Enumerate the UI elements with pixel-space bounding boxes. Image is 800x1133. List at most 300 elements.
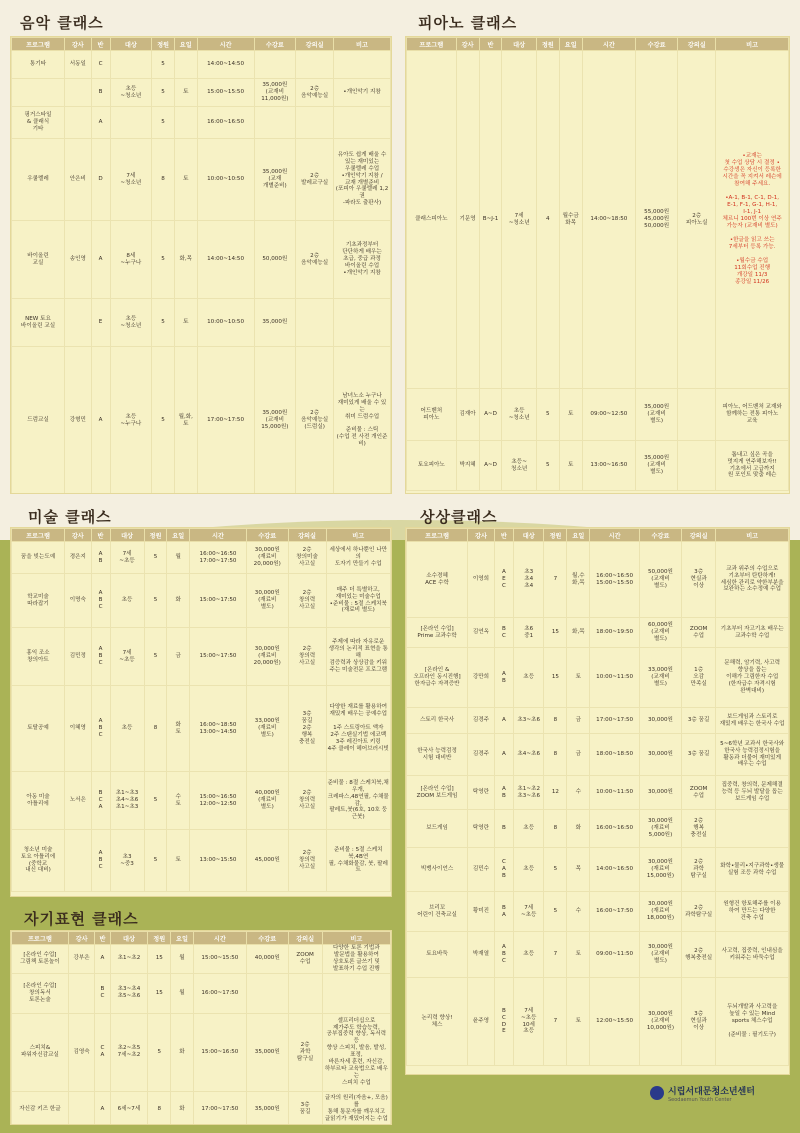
- table-row: [12, 686, 391, 772]
- table-row: [407, 978, 789, 1066]
- table-cell: 토: [559, 441, 582, 491]
- table-cell: 5: [152, 107, 175, 139]
- expr-title: 자기표현 클래스: [24, 910, 139, 928]
- table-cell: 사고력, 집중력, 인내심을 키워주는 바둑수업: [716, 932, 789, 978]
- table-cell: 2층 피아노실: [678, 51, 716, 389]
- table-cell: 45,000원: [246, 830, 288, 892]
- table-cell: 7세 ~청소년: [110, 139, 152, 221]
- table-cell: 35,000원 (교재비 11,000원): [254, 79, 296, 107]
- table-cell: 10:00~10:50: [197, 139, 254, 221]
- table-cell: •교재는 첫 수업 상담 시 결정 • 수강생은 자신이 등록한 시간을 꼭 지켜서 레슨에 참여해 주세요. •A-1, B-1, C-1, D-1, E-1, F-1, G-1, H-1, I-1, J-1 체르니 100번 이상 연주 가능자 (교재비 별도) •한글을 읽고 쓰는 7세부터 등록 가능. •월수금 수업 11회수업 진행 개강일 11/3 종강일 11/26: [716, 51, 789, 389]
- table-cell: [334, 51, 391, 79]
- table-cell: A B C: [494, 932, 513, 978]
- table-row: [12, 299, 391, 347]
- table-cell: 35,000원: [246, 1013, 288, 1091]
- table-cell: 드럼교실: [12, 347, 65, 495]
- table-cell: 18:00~19:50: [590, 618, 640, 648]
- table-cell: ZOOM 수업: [681, 776, 715, 810]
- table-cell: A: [91, 107, 110, 139]
- table-cell: 5: [544, 892, 567, 932]
- art-header-2: 반: [91, 529, 110, 542]
- table-cell: E: [91, 299, 110, 347]
- table-cell: 5: [144, 542, 167, 574]
- table-cell: 33,000원 (재료비 별도): [246, 686, 288, 772]
- table-cell: [65, 107, 92, 139]
- piano-header-8: 강의실: [678, 38, 716, 51]
- table-cell: 13:00~15:50: [190, 830, 247, 892]
- table-cell: 15: [148, 945, 171, 974]
- table-cell: 40,000원: [246, 945, 288, 974]
- table-row: [407, 618, 789, 648]
- table-cell: 15:00~17:50: [190, 628, 247, 686]
- table-cell: 남녀노소 누구나 재미있게 배울 수 있는 취미 드럼수업 준비물 : 스틱 (수업 전 사전 개인준비): [334, 347, 391, 495]
- table-cell: 30,000원: [639, 776, 681, 810]
- table-cell: 초3~초4 초5~초6: [110, 973, 148, 1013]
- table-cell: 초3~초6: [513, 708, 544, 734]
- imag-header-row: [407, 529, 789, 542]
- table-cell: A B C: [91, 628, 110, 686]
- table-cell: 15: [544, 618, 567, 648]
- imag-header-8: 강의실: [681, 529, 715, 542]
- table-cell: 7: [544, 978, 567, 1066]
- table-cell: 2층 과학탐구실: [681, 892, 715, 932]
- piano-header-7: 수강료: [636, 38, 678, 51]
- table-cell: 월수금 화목: [559, 51, 582, 389]
- expr-header-3: 대상: [110, 932, 148, 945]
- piano-header-1: 강사: [456, 38, 479, 51]
- table-cell: 30,000원 (재료비 5,000원): [639, 810, 681, 848]
- table-cell: 원형건 항토해주를 이용 하여 만드는 다양한 건축 수업: [716, 892, 789, 932]
- table-cell: 초1~초3 초4~초6 초1~초3: [110, 772, 144, 830]
- table-cell: [온라인 수업] Prime 교과수학: [407, 618, 468, 648]
- music-header-3: 대상: [110, 38, 152, 51]
- table-cell: [65, 79, 92, 107]
- table-cell: 월: [171, 945, 194, 974]
- table-cell: 교과 위주의 수업으로 기초부터 탄탄하게! 세심한 관리로 약한부분을 보완하는 소수정예 수업: [716, 542, 789, 618]
- table-cell: 30,000원 (재료비 15,000원): [639, 848, 681, 892]
- table-cell: 33,000원 (교재비 별도): [639, 648, 681, 708]
- table-cell: 꿈을 빚는도예: [12, 542, 65, 574]
- table-row: [12, 973, 391, 1013]
- table-cell: [12, 79, 65, 107]
- table-cell: 어드벤처 피아노: [407, 389, 457, 441]
- art-header-6: 시간: [190, 529, 247, 542]
- table-cell: 초3 초4 초4: [513, 542, 544, 618]
- table-cell: 14:00~16:50: [590, 848, 640, 892]
- table-cell: [254, 51, 296, 79]
- table-cell: 김민정: [65, 628, 92, 686]
- table-cell: 5: [144, 628, 167, 686]
- table-cell: 30,000원: [639, 708, 681, 734]
- table-cell: 8: [144, 686, 167, 772]
- table-row: [407, 848, 789, 892]
- table-cell: 40,000원 (재료비 별도): [246, 772, 288, 830]
- music-header-4: 정원: [152, 38, 175, 51]
- table-cell: 5: [148, 1013, 171, 1091]
- table-cell: 14:00~18:50: [582, 51, 635, 389]
- table-cell: [246, 973, 288, 1013]
- music-header-5: 요일: [174, 38, 197, 51]
- table-cell: 핑거스타일 & 클래식 기타: [12, 107, 65, 139]
- table-cell: 초등~ 청소년: [502, 441, 536, 491]
- table-cell: B C: [95, 973, 110, 1013]
- table-cell: [678, 389, 716, 441]
- table-cell: 7세 ~초등: [110, 628, 144, 686]
- table-cell: 세상에서 하나뿐인 나만의 도자기 만들기 수업: [326, 542, 391, 574]
- table-cell: A~D: [479, 441, 502, 491]
- imag-header-7: 수강료: [639, 529, 681, 542]
- table-cell: 브리꼬 어린이 건축교실: [407, 892, 468, 932]
- table-cell: [65, 830, 92, 892]
- piano-header-5: 요일: [559, 38, 582, 51]
- table-cell: 화: [171, 1091, 194, 1125]
- expr-header-9: 비고: [322, 932, 390, 945]
- table-cell: 준비물 : 5절 스케치북,4B연 필, 수채화물감, 붓, 팔레트: [326, 830, 391, 892]
- expr-header-0: 프로그램: [12, 932, 69, 945]
- table-cell: 바이올린 교실: [12, 221, 65, 299]
- table-cell: A: [91, 347, 110, 495]
- piano-table: [406, 37, 789, 491]
- table-cell: [온라인 수업] 창의독서 토론논술: [12, 973, 69, 1013]
- table-cell: 경은지: [65, 542, 92, 574]
- table-cell: 30,000원 (재료비 별도): [246, 574, 288, 628]
- table-cell: 초등: [513, 810, 544, 848]
- table-cell: 토: [559, 389, 582, 441]
- table-cell: C A B: [494, 848, 513, 892]
- table-cell: 30,000원 (재료비 20,000원): [246, 542, 288, 574]
- art-header-8: 강의실: [288, 529, 326, 542]
- art-header-7: 수강료: [246, 529, 288, 542]
- table-cell: 30,000원 (재료비 18,000원): [639, 892, 681, 932]
- table-cell: 한국사 능력검정 시험 대비반: [407, 734, 468, 776]
- table-cell: 5: [144, 574, 167, 628]
- table-cell: 토: [567, 648, 590, 708]
- table-cell: 55,000원 45,000원 50,000원: [636, 51, 678, 389]
- table-cell: 빅뱅사이언스: [407, 848, 468, 892]
- table-cell: 초등: [513, 932, 544, 978]
- table-cell: [296, 51, 334, 79]
- table-cell: 2층 창의력 사고실: [288, 628, 326, 686]
- table-cell: 2층 행복충전실: [681, 932, 715, 978]
- table-cell: 2층 음악예능실: [296, 79, 334, 107]
- table-cell: 13:00~16:50: [582, 441, 635, 491]
- table-cell: 초등 ~청소년: [110, 79, 152, 107]
- table-cell: 5: [152, 347, 175, 495]
- table-row: [407, 389, 789, 441]
- music-header-6: 시간: [197, 38, 254, 51]
- table-cell: 토요피아노: [407, 441, 457, 491]
- table-cell: B A: [494, 892, 513, 932]
- table-row: [12, 628, 391, 686]
- table-cell: 초등: [513, 848, 544, 892]
- table-cell: 18:00~18:50: [590, 734, 640, 776]
- table-row: [12, 542, 391, 574]
- table-cell: 피아노, 어드벤처 교재와 함께하는 전통 피아노 교육: [716, 389, 789, 441]
- table-cell: A B: [494, 648, 513, 708]
- table-row: [407, 734, 789, 776]
- table-cell: 30,000원 (교재비 별도): [639, 932, 681, 978]
- table-cell: 윤주영: [468, 978, 495, 1066]
- table-cell: 기문영: [456, 51, 479, 389]
- table-cell: [296, 299, 334, 347]
- table-cell: 3층 꿈길: [681, 734, 715, 776]
- expr-body: [12, 945, 391, 1126]
- table-cell: 화 토: [167, 686, 190, 772]
- imag-header-2: 반: [494, 529, 513, 542]
- table-cell: 스피치& 파워자신감교실: [12, 1013, 69, 1091]
- art-header-9: 비고: [326, 529, 391, 542]
- table-cell: 16:00~17:50: [590, 892, 640, 932]
- table-cell: B: [494, 810, 513, 848]
- table-cell: 3층 현실과 이상: [681, 542, 715, 618]
- table-cell: NEW 토요 바이올린 교실: [12, 299, 65, 347]
- expr-header-5: 요일: [171, 932, 194, 945]
- table-cell: 15:00~16:50: [193, 1013, 246, 1091]
- art-header-row: [12, 529, 391, 542]
- piano-header-3: 대상: [502, 38, 536, 51]
- table-cell: 4: [536, 51, 559, 389]
- table-cell: 16:00~16:50 15:00~15:50: [590, 542, 640, 618]
- table-cell: A B C: [91, 686, 110, 772]
- table-cell: 17:00~17:50: [197, 347, 254, 495]
- table-row: [407, 441, 789, 491]
- table-cell: 월,수 화,목: [567, 542, 590, 618]
- table-cell: 2층 발레교구실: [296, 139, 334, 221]
- table-cell: 이영희: [468, 542, 495, 618]
- table-cell: 우쿨렐레: [12, 139, 65, 221]
- table-cell: 2층 음악예능실 (드럼실): [296, 347, 334, 495]
- art-body: [12, 542, 391, 892]
- table-cell: [174, 107, 197, 139]
- table-cell: 10:00~11:50: [590, 776, 640, 810]
- table-cell: 수 토: [167, 772, 190, 830]
- table-row: [12, 107, 391, 139]
- table-cell: 12: [544, 776, 567, 810]
- table-cell: 8세 ~누구나: [110, 221, 152, 299]
- center-name: 시립서대문청소년센터: [668, 1087, 755, 1097]
- table-cell: 2층 과학 탐구실: [681, 848, 715, 892]
- table-cell: 서동일: [65, 51, 92, 79]
- table-cell: A: [494, 734, 513, 776]
- table-cell: A: [91, 221, 110, 299]
- table-cell: 금: [567, 708, 590, 734]
- table-cell: 30,000원: [639, 734, 681, 776]
- table-cell: 초1~초2 초3~초6: [513, 776, 544, 810]
- table-cell: 5: [152, 79, 175, 107]
- expr-header-4: 정원: [148, 932, 171, 945]
- table-cell: 화: [171, 1013, 194, 1091]
- table-cell: [68, 1091, 95, 1125]
- table-cell: 김연옥: [468, 618, 495, 648]
- center-subname: Seodaemun Youth Center: [668, 1097, 732, 1103]
- table-cell: 2층 창의미술 사고실: [288, 542, 326, 574]
- table-cell: 2층 음악예능실: [296, 221, 334, 299]
- table-cell: [68, 973, 95, 1013]
- table-cell: 기초과정부터 단단하게 배우는 초급, 중급 과정 바이올린 수업 •개인악기 지참: [334, 221, 391, 299]
- table-cell: 논리력 향상! 체스: [407, 978, 468, 1066]
- imag-header-1: 강사: [468, 529, 495, 542]
- table-cell: 이명숙: [65, 574, 92, 628]
- table-cell: 5: [152, 221, 175, 299]
- table-row: [407, 932, 789, 978]
- table-cell: 60,000원 (교재비 별도): [639, 618, 681, 648]
- art-panel: [10, 527, 392, 897]
- table-cell: 초등: [513, 648, 544, 708]
- table-row: [12, 1091, 391, 1125]
- table-cell: 강부은: [68, 945, 95, 974]
- table-row: [407, 542, 789, 618]
- table-cell: 다양한 재료를 활용하여 재밌게 배우는 공예수업 1주 스트링아트 액자 2주 스탠실기법 에코백 3주 레진아트 키링 4주 클레이 헤어브러시빗: [326, 686, 391, 772]
- table-cell: 토: [567, 978, 590, 1066]
- table-cell: [296, 107, 334, 139]
- table-cell: C: [91, 51, 110, 79]
- table-cell: 7: [544, 932, 567, 978]
- table-cell: 7: [544, 542, 567, 618]
- music-header-9: 비고: [334, 38, 391, 51]
- art-table: [11, 528, 391, 892]
- imag-body: [407, 542, 789, 1066]
- table-cell: 다양한 토론 기법과 발문법을 활용하여 상호토론 글쓰기 및 발표하기 수업 진행: [322, 945, 390, 974]
- table-cell: 50,000원: [254, 221, 296, 299]
- table-cell: 노서은: [65, 772, 92, 830]
- table-cell: A B: [91, 542, 110, 574]
- table-cell: 14:00~14:50: [197, 51, 254, 79]
- table-cell: ZOOM 수업: [681, 618, 715, 648]
- table-cell: 5: [152, 51, 175, 79]
- music-header-7: 수강료: [254, 38, 296, 51]
- table-cell: 1층 오감 만족실: [681, 648, 715, 708]
- table-cell: 토: [567, 932, 590, 978]
- table-cell: 스토리 한국사: [407, 708, 468, 734]
- imag-header-3: 대상: [513, 529, 544, 542]
- piano-title: 피아노 클래스: [418, 14, 518, 32]
- table-cell: 초등: [110, 686, 144, 772]
- expr-header-7: 수강료: [246, 932, 288, 945]
- music-header-0: 프로그램: [12, 38, 65, 51]
- table-cell: 화,목: [567, 618, 590, 648]
- table-cell: 월: [171, 973, 194, 1013]
- table-cell: 기초부터 자고기초 배우는 교과수학 수업: [716, 618, 789, 648]
- imag-header-9: 비고: [716, 529, 789, 542]
- table-cell: 월: [167, 542, 190, 574]
- table-cell: [334, 299, 391, 347]
- table-cell: A: [95, 945, 110, 974]
- table-cell: [322, 973, 390, 1013]
- expr-table: [11, 931, 391, 1125]
- table-cell: 주제에 따라 자유로운 생각의 논리적 표현을 통해 검증력과 상상감을 키워 주는 미술전문 프로그램: [326, 628, 391, 686]
- art-title: 미술 클래스: [28, 508, 112, 526]
- table-cell: 35,000원 (교재 개별준비): [254, 139, 296, 221]
- table-cell: 5: [144, 830, 167, 892]
- table-cell: [334, 107, 391, 139]
- table-cell: 8: [148, 1091, 171, 1125]
- table-cell: 토요바둑: [407, 932, 468, 978]
- table-row: [12, 830, 391, 892]
- table-row: [407, 708, 789, 734]
- table-cell: 초6 중1: [513, 618, 544, 648]
- table-cell: 10:00~10:50: [197, 299, 254, 347]
- table-cell: 매주 더 특별하고, 재미있는 미술수업 •준비물 : 5절 스케치북 (재료비 별도): [326, 574, 391, 628]
- table-cell: 강형민: [65, 347, 92, 495]
- table-cell: 보드게임과 스토리로 재밌게 배우는 한국사 수업: [716, 708, 789, 734]
- table-row: [12, 221, 391, 299]
- table-cell: 6세~7세: [110, 1091, 148, 1125]
- table-cell: [254, 107, 296, 139]
- table-cell: 초등 ~청소년: [110, 299, 152, 347]
- table-cell: 자신감 키즈 한글: [12, 1091, 69, 1125]
- table-cell: [716, 810, 789, 848]
- table-cell: 화학•물리•지구과학•생물 실험 조등 과학 수업: [716, 848, 789, 892]
- piano-header-4: 정원: [536, 38, 559, 51]
- table-cell: 35,000원 (교재비 별도): [636, 389, 678, 441]
- table-cell: 클래스피아노: [407, 51, 457, 389]
- table-cell: 토탈공예: [12, 686, 65, 772]
- table-row: [12, 51, 391, 79]
- table-cell: 15: [148, 973, 171, 1013]
- art-header-5: 요일: [167, 529, 190, 542]
- table-cell: 셀프리더십으로 제가주도 학습능력, 공부집중력 향상, 독서력 등 향상 스피치, 발음, 발성, 표정, 바른자세 훈련, 자신감, 하부르타 교육법으로 배우는 스피치 수업: [322, 1013, 390, 1091]
- music-header-8: 강의실: [296, 38, 334, 51]
- table-cell: 16:00~16:50 17:00~17:50: [190, 542, 247, 574]
- table-cell: 30,000원 (재료비 20,000원): [246, 628, 288, 686]
- table-cell: 2층 행복 충전실: [681, 810, 715, 848]
- table-cell: 5~6학년 교과서 한국사와 한국사 능력검정시험을 활동과 더불어 재미있게 배우는 수업: [716, 734, 789, 776]
- table-cell: •개인악기 지참: [334, 79, 391, 107]
- table-cell: [110, 51, 152, 79]
- table-cell: 초3 ~중3: [110, 830, 144, 892]
- table-cell: 김재아: [456, 389, 479, 441]
- imag-header-5: 요일: [567, 529, 590, 542]
- table-cell: 홍익 조소 창의아트: [12, 628, 65, 686]
- table-cell: 화: [567, 810, 590, 848]
- table-cell: 35,000원 (교재비 15,000원): [254, 347, 296, 495]
- table-cell: 3층 꿈길 2층 행복 충전실: [288, 686, 326, 772]
- table-cell: 7세 ~초등 10세 초등: [513, 978, 544, 1066]
- table-cell: 35,000원: [254, 299, 296, 347]
- piano-header-row: [407, 38, 789, 51]
- table-cell: 35,000원 (교재비 별도): [636, 441, 678, 491]
- table-cell: 15:00~16:50 12:00~12:50: [190, 772, 247, 830]
- table-cell: 강만희: [468, 648, 495, 708]
- table-cell: A: [95, 1091, 110, 1125]
- table-cell: 수: [567, 776, 590, 810]
- table-cell: 아동 미술 아틀리에: [12, 772, 65, 830]
- table-cell: 2층 창의력 사고실: [288, 574, 326, 628]
- table-cell: 5: [152, 299, 175, 347]
- table-cell: 14:00~14:50: [197, 221, 254, 299]
- expr-panel: [10, 930, 392, 1125]
- table-cell: 15:00~15:50: [197, 79, 254, 107]
- table-cell: B: [91, 79, 110, 107]
- table-cell: B C: [494, 618, 513, 648]
- table-cell: 15:00~17:50: [190, 574, 247, 628]
- table-cell: 박지혜: [456, 441, 479, 491]
- piano-body: [407, 51, 789, 491]
- table-cell: B C D E: [494, 978, 513, 1066]
- table-cell: 탁영란: [468, 810, 495, 848]
- table-cell: 50,000원 (교재비 별도): [639, 542, 681, 618]
- art-header-0: 프로그램: [12, 529, 65, 542]
- table-cell: A: [494, 708, 513, 734]
- table-cell: 김경주: [468, 708, 495, 734]
- imag-panel: [405, 527, 790, 1075]
- table-cell: 10:00~11:50: [590, 648, 640, 708]
- table-cell: 집중력, 창의력, 문제해결 능력 등 두뇌 발달을 돕는 보드게임 수업: [716, 776, 789, 810]
- table-cell: 2층 창의력 사고실: [288, 772, 326, 830]
- table-cell: 토: [174, 299, 197, 347]
- table-cell: 12:00~15:50: [590, 978, 640, 1066]
- piano-header-2: 반: [479, 38, 502, 51]
